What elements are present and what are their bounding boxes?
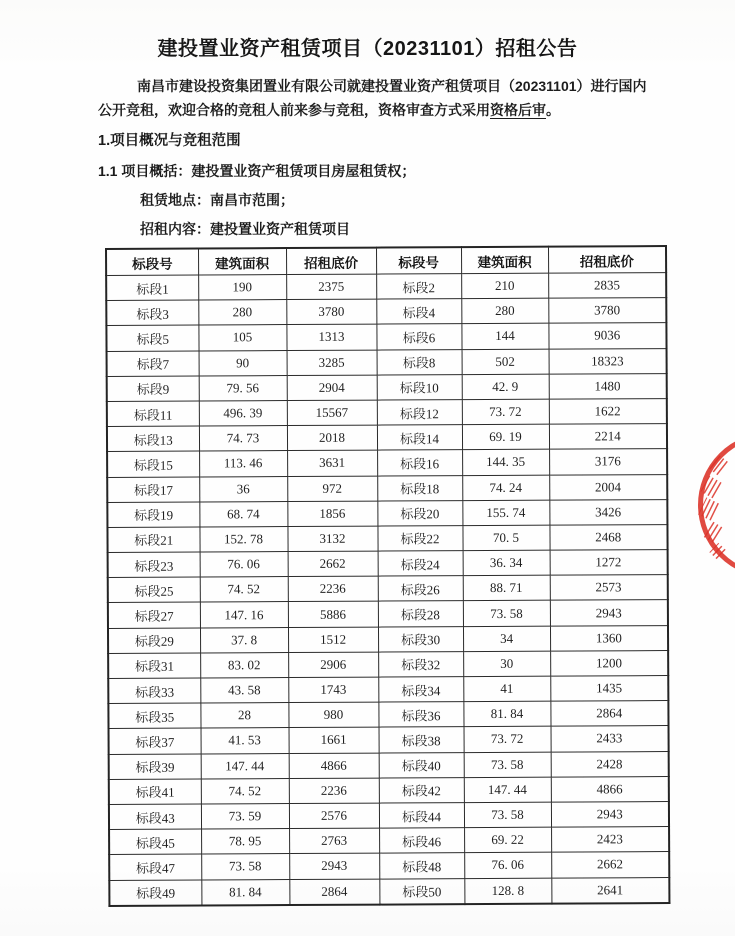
table-cell: 74. 52	[200, 577, 288, 603]
table-cell: 2428	[551, 751, 669, 777]
table-cell: 标段10	[377, 374, 462, 400]
table-cell: 标段22	[377, 526, 462, 552]
table-cell: 标段37	[109, 728, 201, 754]
table-header-row	[106, 246, 666, 275]
table-row	[108, 676, 668, 704]
table-cell: 标段31	[108, 653, 200, 679]
table-row	[107, 424, 667, 452]
table-cell: 2573	[550, 575, 668, 601]
table-cell: 36	[199, 476, 287, 502]
table-cell: 2904	[287, 375, 377, 401]
table-cell: 980	[288, 702, 378, 728]
table-cell: 190	[198, 275, 286, 301]
table-cell: 标段8	[377, 349, 462, 375]
table-cell: 标段4	[376, 299, 461, 325]
table-cell: 3426	[549, 499, 667, 525]
table-cell: 标段21	[107, 527, 199, 553]
table-cell: 标段1	[106, 275, 198, 301]
table-cell: 83. 02	[200, 652, 288, 678]
table-cell: 3176	[549, 449, 667, 475]
table-cell: 73. 58	[463, 601, 550, 627]
table-cell: 1512	[288, 627, 378, 653]
table-cell: 73. 72	[462, 399, 549, 425]
table-cell: 152. 78	[199, 526, 287, 552]
table-cell: 105	[198, 325, 286, 351]
lease-location-line: 租赁地点：南昌市范围；	[140, 192, 294, 208]
table-cell: 42. 9	[462, 374, 549, 400]
table-cell: 1360	[550, 625, 668, 651]
table-cell: 76. 06	[464, 852, 551, 878]
table-cell: 3285	[287, 350, 377, 376]
table-cell: 标段48	[379, 853, 464, 879]
table-cell: 标段13	[107, 426, 199, 452]
intro-paragraph	[98, 75, 655, 122]
table-cell: 标段3	[106, 300, 198, 326]
table-cell: 280	[461, 298, 548, 324]
table-cell: 210	[461, 273, 548, 299]
table-row	[109, 827, 669, 855]
table-cell: 标段23	[108, 552, 200, 578]
table-cell: 144	[461, 324, 548, 350]
table-cell: 2433	[551, 726, 669, 752]
table-cell: 标段11	[107, 401, 199, 427]
table-cell: 标段19	[107, 502, 199, 528]
table-cell: 标段30	[378, 626, 463, 652]
table-cell: 2004	[549, 474, 667, 500]
table-row	[106, 323, 666, 351]
table-cell: 69. 22	[464, 827, 551, 853]
table-cell: 78. 95	[201, 829, 289, 855]
table-cell: 标段20	[377, 500, 462, 526]
table-row	[107, 348, 667, 376]
table-cell: 标段24	[378, 551, 463, 577]
table-cell: 标段33	[108, 678, 200, 704]
table-cell: 73. 58	[464, 752, 551, 778]
table-cell: 147. 16	[200, 602, 288, 628]
table-cell: 90	[199, 350, 287, 376]
page-title: 建投置业资产租赁项目（20231101）招租公告	[157, 38, 578, 60]
table-cell: 28	[200, 703, 288, 729]
table-cell: 88. 71	[463, 575, 550, 601]
table-cell: 43. 58	[200, 678, 288, 704]
table-row	[107, 474, 667, 502]
table-row	[107, 499, 667, 527]
table-row	[107, 524, 667, 552]
column-header: 招租底价	[548, 246, 666, 273]
table-cell: 81. 84	[201, 879, 289, 905]
table-cell: 标段35	[108, 703, 200, 729]
table-cell: 147. 44	[464, 777, 551, 803]
table-cell: 41. 53	[201, 728, 289, 754]
table-cell: 标段38	[379, 727, 464, 753]
table-cell: 73. 58	[464, 802, 551, 828]
table-cell: 2662	[551, 852, 669, 878]
table-cell: 4866	[289, 753, 379, 779]
table-row	[109, 726, 669, 754]
table-cell: 2906	[288, 652, 378, 678]
table-cell: 76. 06	[200, 552, 288, 578]
table-cell: 标段42	[379, 777, 464, 803]
column-header: 招租底价	[286, 248, 376, 275]
table-cell: 标段40	[379, 752, 464, 778]
table-cell: 标段32	[378, 651, 463, 677]
table-cell: 标段26	[378, 576, 463, 602]
column-header: 建筑面积	[461, 247, 548, 274]
table-cell: 147. 44	[201, 753, 289, 779]
table-row	[107, 398, 667, 426]
table-row	[107, 449, 667, 477]
table-row	[109, 751, 669, 779]
table-cell: 280	[198, 300, 286, 326]
table-row	[108, 650, 668, 678]
table-cell: 标段25	[108, 577, 200, 603]
table-cell: 标段2	[376, 274, 461, 300]
table-row	[109, 852, 669, 880]
intro-line-1: 南昌市建设投资集团置业有限公司就建投置业资产租赁项目（20231101）进行国内	[137, 78, 647, 94]
table-row	[108, 550, 668, 578]
table-cell: 9036	[548, 323, 666, 349]
table-cell: 标段49	[109, 880, 201, 906]
table-row	[108, 701, 668, 729]
table-cell: 73. 58	[201, 854, 289, 880]
table-cell: 1480	[549, 373, 667, 399]
table-cell: 155. 74	[462, 500, 549, 526]
table-cell: 2018	[287, 425, 377, 451]
table-cell: 2662	[288, 551, 378, 577]
table-cell: 74. 24	[462, 475, 549, 501]
table-cell: 1200	[550, 650, 668, 676]
table-cell: 2576	[289, 803, 379, 829]
table-cell: 113. 46	[199, 451, 287, 477]
table-cell: 69. 19	[462, 424, 549, 450]
table-cell: 2835	[548, 273, 666, 299]
table-cell: 1435	[550, 676, 668, 702]
table-row	[108, 575, 668, 603]
table-cell: 2943	[551, 801, 669, 827]
item-1-1-project-summary: 1.1 项目概括：建投置业资产租赁项目房屋租赁权；	[98, 163, 416, 179]
table-cell: 标段43	[109, 804, 201, 830]
table-cell: 标段12	[377, 400, 462, 426]
table-cell: 1313	[286, 324, 376, 350]
table-cell: 37. 8	[200, 627, 288, 653]
table-cell: 标段28	[378, 601, 463, 627]
table-cell: 标段45	[109, 829, 201, 855]
table-cell: 15567	[287, 400, 377, 426]
table-cell: 3780	[548, 298, 666, 324]
table-row	[106, 273, 666, 301]
table-cell: 标段9	[107, 376, 199, 402]
table-cell: 标段50	[379, 878, 464, 904]
table-cell: 2236	[289, 778, 379, 804]
bid-sections-table	[105, 245, 670, 907]
intro-line-2: 公开竞租，欢迎合格的竞租人前来参与竞租，资格审查方式采用	[98, 101, 490, 118]
table-cell: 73. 59	[201, 803, 289, 829]
table-cell: 标段18	[377, 475, 462, 501]
table-cell: 1743	[288, 677, 378, 703]
table-cell: 标段29	[108, 628, 200, 654]
table-cell: 73. 72	[464, 727, 551, 753]
table-cell: 502	[462, 349, 549, 375]
table-cell: 79. 56	[199, 375, 287, 401]
intro-underlined-term: 资格后审	[490, 101, 546, 118]
table-cell: 1272	[550, 550, 668, 576]
table-cell: 2943	[289, 853, 379, 879]
table-row	[109, 776, 669, 804]
table-row	[108, 600, 668, 628]
table-row	[108, 625, 668, 653]
table-cell: 2375	[286, 274, 376, 300]
table-cell: 36. 34	[463, 550, 550, 576]
table-cell: 74. 73	[199, 426, 287, 452]
table-cell: 2236	[288, 576, 378, 602]
table-cell: 128. 8	[464, 878, 551, 904]
table-row	[106, 298, 666, 326]
table-cell: 2943	[550, 600, 668, 626]
table-cell: 2214	[549, 424, 667, 450]
lease-content-line: 招租内容：建投置业资产租赁项目	[140, 221, 350, 237]
table-cell: 标段36	[378, 702, 463, 728]
table-cell: 2864	[289, 879, 379, 905]
table-cell: 5886	[288, 602, 378, 628]
table-cell: 标段7	[107, 351, 199, 377]
table-cell: 1622	[549, 398, 667, 424]
table-row	[107, 373, 667, 401]
table-row	[109, 801, 669, 829]
table-cell: 标段34	[378, 677, 463, 703]
table-cell: 标段27	[108, 602, 200, 628]
table-cell: 标段47	[109, 854, 201, 880]
table-cell: 标段5	[106, 325, 198, 351]
table-cell: 2468	[549, 524, 667, 550]
table-cell: 74. 52	[201, 778, 289, 804]
column-header: 标段号	[376, 247, 461, 274]
table-cell: 3780	[286, 299, 376, 325]
table-cell: 2864	[550, 701, 668, 727]
table-cell: 标段17	[107, 477, 199, 503]
table-cell: 标段14	[377, 425, 462, 451]
intro-period: 。	[546, 101, 560, 118]
table-row	[109, 877, 669, 906]
table-cell: 2763	[289, 828, 379, 854]
table-cell: 41	[463, 676, 550, 702]
table-cell: 标段16	[377, 450, 462, 476]
column-header: 建筑面积	[198, 248, 286, 275]
table-cell: 标段15	[107, 451, 199, 477]
table-cell: 34	[463, 626, 550, 652]
bid-sections-table-wrapper	[105, 245, 670, 907]
table-cell: 2641	[551, 877, 669, 903]
column-header: 标段号	[106, 249, 198, 276]
table-cell: 30	[463, 651, 550, 677]
table-cell: 标段41	[109, 779, 201, 805]
table-cell: 3132	[287, 526, 377, 552]
table-cell: 标段39	[109, 754, 201, 780]
section-1-heading: 1.项目概况与竞租范围	[98, 133, 241, 149]
table-cell: 496. 39	[199, 400, 287, 426]
table-cell: 144. 35	[462, 449, 549, 475]
table-cell: 1856	[287, 501, 377, 527]
table-cell: 标段46	[379, 828, 464, 854]
table-cell: 70. 5	[462, 525, 549, 551]
table-cell: 4866	[551, 776, 669, 802]
table-cell: 18323	[549, 348, 667, 374]
table-cell: 3631	[287, 450, 377, 476]
table-cell: 1661	[289, 727, 379, 753]
table-cell: 标段44	[379, 803, 464, 829]
table-cell: 972	[287, 476, 377, 502]
table-cell: 81. 84	[463, 701, 550, 727]
table-cell: 68. 74	[199, 501, 287, 527]
table-cell: 2423	[551, 827, 669, 853]
table-cell: 标段6	[376, 324, 461, 350]
